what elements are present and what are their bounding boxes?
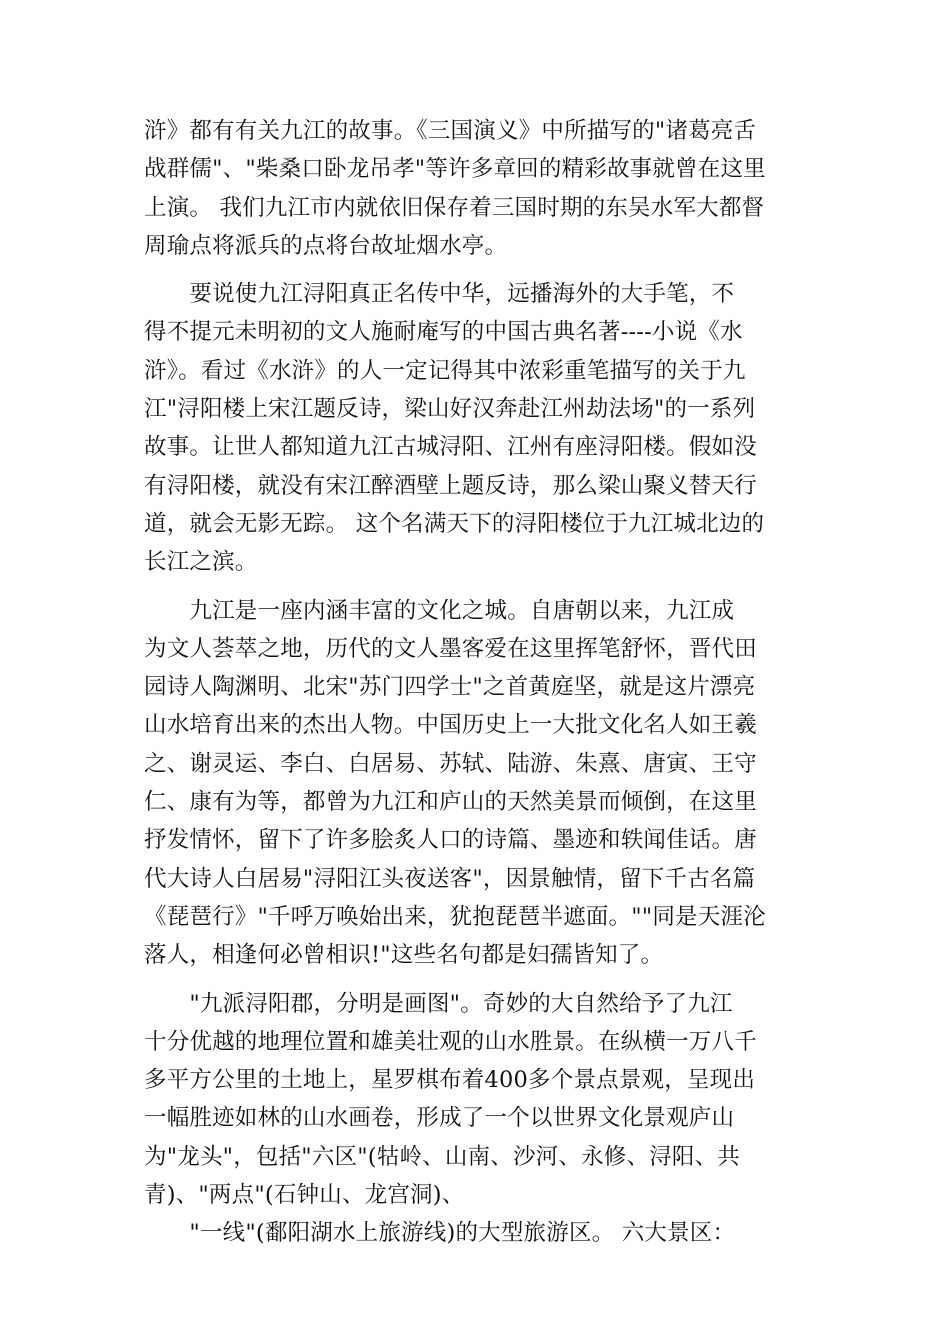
text-line: 多平方公里的土地上，星罗棋布着400多个景点景观，呈现出 [144, 1067, 756, 1094]
text-line: 上演。 我们九江市内就依旧保存着三国时期的东吴水军大都督 [144, 194, 765, 221]
text-line: 《琵琶行》"千呼万唤始出来，犹抱琵琶半遮面。""同是天涯沦 [144, 903, 766, 930]
text-line: 十分优越的地理位置和雄美壮观的山水胜景。在纵横一万八千 [144, 1028, 757, 1055]
text-line: 园诗人陶渊明、北宋"苏门四学士"之首黄庭坚，就是这片漂亮 [144, 674, 756, 701]
text-line: 为文人荟萃之地，历代的文人墨客爱在这里挥笔舒怀，晋代田 [144, 635, 757, 662]
paragraph [144, 112, 810, 265]
text-line: "九派浔阳郡，分明是画图"。奇妙的大自然给予了九江 [144, 990, 733, 1017]
text-line: 青)、"两点"(石钟山、龙宫洞)、 [144, 1182, 465, 1209]
text-line: 故事。让世人都知道九江古城浔阳、江州有座浔阳楼。假如没 [144, 434, 757, 461]
text-line: 之、谢灵运、李白、白居易、苏轼、陆游、朱熹、唐寅、王守 [144, 750, 757, 777]
paragraph [144, 275, 810, 581]
text-line: 仁、康有为等，都曾为九江和庐山的天然美景而倾倒，在这里 [144, 789, 757, 816]
text-line: 抒发情怀，留下了许多脍炙人口的诗篇、墨迹和轶闻佳话。唐 [144, 827, 757, 854]
text-line: 江"浔阳楼上宋江题反诗，梁山好汉奔赴江州劫法场"的一系列 [144, 396, 756, 423]
text-line: 要说使九江浔阳真正名传中华，远播海外的大手笔，不 [144, 281, 735, 308]
text-line: 浒》都有有关九江的故事。《三国演义》中所描写的"诸葛亮舌 [144, 118, 757, 144]
text-line: 战群儒"、"柴桑口卧龙吊孝"等许多章回的精彩故事就曾在这里 [144, 156, 766, 183]
text-line: 为"龙头"，包括"六区"(牯岭、山南、沙河、永修、浔阳、共 [144, 1143, 740, 1170]
text-line: 浒》。看过《水浒》的人一定记得其中浓彩重笔描写的关于九 [144, 357, 746, 384]
text-line: 道，就会无影无踪。 这个名满天下的浔阳楼位于九江城北边的 [144, 510, 765, 537]
text-line: 九江是一座内涵丰富的文化之城。自唐朝以来，九江成 [144, 597, 735, 624]
text-line: 代大诗人白居易"浔阳江头夜送客"，因景触情，留下千古名篇 [144, 865, 756, 892]
paragraph [144, 985, 810, 1253]
text-line: 得不提元未明初的文人施耐庵写的中国古典名著----小说《水 [144, 319, 743, 346]
text-line: 周瑜点将派兵的点将台故址烟水亭。 [144, 232, 508, 259]
paragraph [144, 592, 810, 975]
text-line: 有浔阳楼，就没有宋江醉酒壁上题反诗，那么梁山聚义替天行 [144, 472, 757, 499]
document-body [144, 112, 810, 1253]
text-line: 长江之滨。 [144, 549, 258, 576]
text-line: "一线"(鄱阳湖水上旅游线)的大型旅游区。 六大景区： [144, 1220, 736, 1247]
text-line: 一幅胜迹如林的山水画卷，形成了一个以世界文化景观庐山 [144, 1105, 735, 1132]
text-line: 山水培育出来的杰出人物。中国历史上一大批文化名人如王羲 [144, 712, 757, 739]
text-line: 落人，相逢何必曾相识!"这些名句都是妇孺皆知了。 [144, 942, 664, 969]
